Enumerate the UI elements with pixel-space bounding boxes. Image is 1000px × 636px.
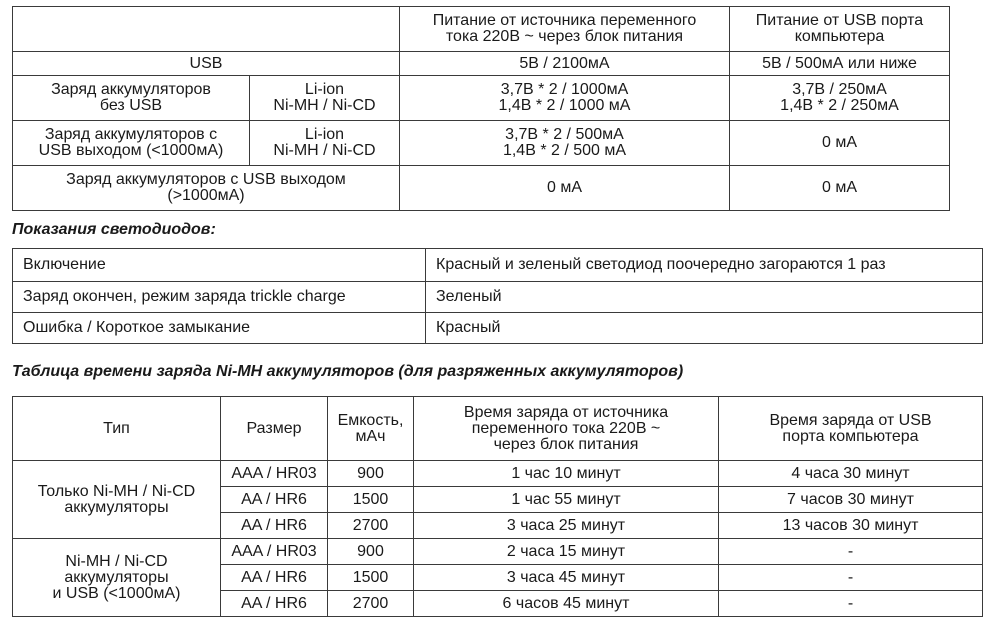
row-label-usb-gt-1000: Заряд аккумуляторов с USB выходом (>1000мА)	[13, 166, 400, 211]
group-label-nimh-usb: Ni-MH / Ni-CD аккумуляторы и USB (<1000мА)	[13, 539, 221, 617]
cell-ac-time: 3 часа 25 минут	[414, 513, 719, 539]
cell-ac-time: 1 час 55 минут	[414, 487, 719, 513]
cell-size: AA / HR6	[221, 487, 328, 513]
cell-usb-time: 7 часов 30 минут	[719, 487, 983, 513]
header-capacity: Емкость, мАч	[328, 397, 414, 461]
table-row	[13, 166, 950, 211]
table-header-row	[13, 397, 983, 461]
header-usb-time: Время заряда от USB порта компьютера	[719, 397, 983, 461]
led-state: Заряд окончен, режим заряда trickle charge	[13, 282, 426, 313]
power-spec-table	[12, 6, 950, 211]
table-row	[13, 249, 983, 282]
cell-capacity: 900	[328, 461, 414, 487]
cell-usb-time: -	[719, 539, 983, 565]
cell-usb-time: 4 часа 30 минут	[719, 461, 983, 487]
cell-ac: 3,7В * 2 / 1000мА 1,4В * 2 / 1000 мА	[400, 76, 730, 121]
cell-usb-time: -	[719, 565, 983, 591]
cell-ac-time: 6 часов 45 минут	[414, 591, 719, 617]
header-type: Тип	[13, 397, 221, 461]
cell-usb-time: 13 часов 30 минут	[719, 513, 983, 539]
cell-size: AA / HR6	[221, 513, 328, 539]
led-section-title: Показания светодиодов:	[12, 221, 216, 238]
led-indication: Красный	[426, 313, 983, 344]
cell-usb: 0 мА	[730, 166, 950, 211]
row-label-no-usb: Заряд аккумуляторов без USB	[13, 76, 250, 121]
charge-time-section-title: Таблица времени заряда Ni-MH аккумуляторов (для разряженных аккумуляторов)	[12, 363, 684, 380]
cell-ac: 0 мА	[400, 166, 730, 211]
led-indication: Красный и зеленый светодиод поочередно загораются 1 раз	[426, 249, 983, 282]
charge-time-table	[12, 396, 983, 617]
battery-types: Li-ion Ni-MH / Ni-CD	[250, 76, 400, 121]
table-row	[13, 52, 950, 76]
led-state: Ошибка / Короткое замыкание	[13, 313, 426, 344]
cell-usb: 0 мА	[730, 121, 950, 166]
table-row	[13, 313, 983, 344]
led-indication: Зеленый	[426, 282, 983, 313]
table-row	[13, 121, 950, 166]
battery-types: Li-ion Ni-MH / Ni-CD	[250, 121, 400, 166]
cell-size: AAA / HR03	[221, 461, 328, 487]
table-row	[13, 461, 983, 487]
row-label-usb-lt-1000: Заряд аккумуляторов с USB выходом (<1000мА)	[13, 121, 250, 166]
cell-capacity: 1500	[328, 487, 414, 513]
led-state: Включение	[13, 249, 426, 282]
empty-header-cell	[13, 7, 400, 52]
row-label-usb: USB	[13, 52, 400, 76]
header-size: Размер	[221, 397, 328, 461]
table-row	[13, 76, 950, 121]
cell-capacity: 2700	[328, 591, 414, 617]
cell-capacity: 2700	[328, 513, 414, 539]
cell-ac-time: 2 часа 15 минут	[414, 539, 719, 565]
group-label-nimh-only: Только Ni-MH / Ni-CD аккумуляторы	[13, 461, 221, 539]
cell-ac: 5В / 2100мА	[400, 52, 730, 76]
cell-usb: 3,7В / 250мА 1,4В * 2 / 250мА	[730, 76, 950, 121]
header-ac-power: Питание от источника переменного тока 220В ~ через блок питания	[400, 7, 730, 52]
cell-ac: 3,7В * 2 / 500мА 1,4В * 2 / 500 мА	[400, 121, 730, 166]
table-row	[13, 282, 983, 313]
table-row	[13, 539, 983, 565]
cell-usb: 5В / 500мА или ниже	[730, 52, 950, 76]
header-ac-time: Время заряда от источника переменного тока 220В ~ через блок питания	[414, 397, 719, 461]
cell-usb-time: -	[719, 591, 983, 617]
cell-ac-time: 1 час 10 минут	[414, 461, 719, 487]
led-table	[12, 248, 983, 344]
cell-size: AAA / HR03	[221, 539, 328, 565]
cell-size: AA / HR6	[221, 591, 328, 617]
cell-ac-time: 3 часа 45 минут	[414, 565, 719, 591]
cell-capacity: 1500	[328, 565, 414, 591]
table-row	[13, 7, 950, 52]
header-usb-power: Питание от USB порта компьютера	[730, 7, 950, 52]
cell-capacity: 900	[328, 539, 414, 565]
cell-size: AA / HR6	[221, 565, 328, 591]
